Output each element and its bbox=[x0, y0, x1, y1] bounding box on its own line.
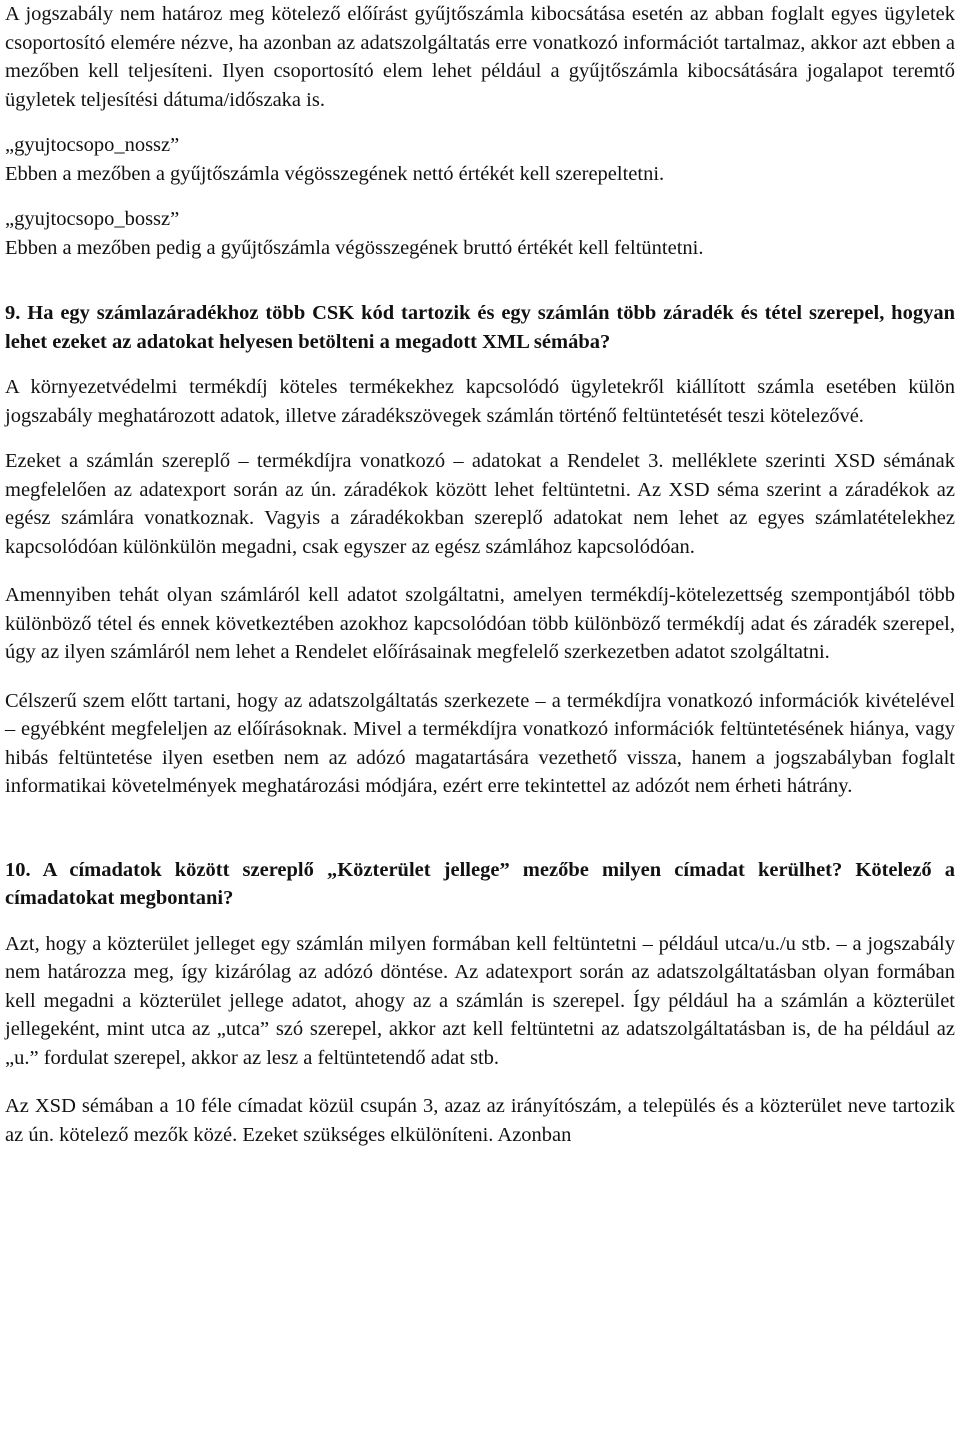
paragraph-street-type: Azt, hogy a közterület jelleget egy számlán milyen formában kell feltüntetni – például utca/u./u stb. – a jogszabály nem határozza meg, így kizárólag az adózó döntése. Az adatexport során az adatszolgáltatásban olyan formában kell megadni a közterület jellege adatot, ahogy az a számlán is szerepel. Így például ha a számlán a közterület jellegeként, mint utca az „utca” szó szerepel, akkor azt kell feltüntetni az adatszolgáltatásban is, de ha például az „u.” fordulat szerepel, akkor az lesz a feltüntetendő adat stb. bbox=[5, 932, 955, 1069]
field-name-nossz: „gyujtocsopo_nossz” bbox=[5, 134, 180, 156]
field-name-bossz: „gyujtocsopo_bossz” bbox=[5, 208, 180, 230]
paragraph-mandatory-fields: Az XSD sémában a 10 féle címadat közül csupán 3, azaz az irányítószám, a település és a közterület neve tartozik az ún. kötelező mezők közé. Ezeket szükséges elkülöníteni. Azonban bbox=[5, 1095, 955, 1146]
paragraph-net-total: Ebben a mezőben a gyűjtőszámla végösszegének nettó értékét kell szerepeltetni. bbox=[5, 162, 665, 185]
question-heading-10: 10. A címadatok között szereplő „Közterület jellege” mezőbe milyen címadat kerülhet? Kötelező a címadatokat megbontani? bbox=[5, 858, 955, 909]
paragraph-environmental-fee: A környezetvédelmi termékdíj köteles termékekhez kapcsolódó ügyletekről kiállított számla esetében külön jogszabály meghatározott adatok, illetve záradékszövegek számlán történő feltüntetését teszi kötelezővé. bbox=[5, 376, 955, 427]
paragraph-recommendation: Célszerű szem előtt tartani, hogy az adatszolgáltatás szerkezete – a termékdíjra vonatkozó információk kivételével – egyébként megfeleljen az előírásoknak. Mivel a termékdíjra vonatkozó információk feltüntetésének hiánya, vagy hibás feltüntetése ilyen esetben nem az adózó magatartására vezethető vissza, hanem a jogszabályban foglalt informatikai követelmények meghatározási módjára, ezért erre tekintettel az adózót nem érheti hátrány. bbox=[5, 689, 955, 797]
question-heading-9: 9. Ha egy számlazáradékhoz több CSK kód tartozik és egy számlán több záradék és tétel szerepel, hogyan lehet ezeket az adatokat helyesen betölteni a megadott XML sémába? bbox=[5, 302, 955, 353]
paragraph-multiple-items: Amennyiben tehát olyan számláról kell adatot szolgáltatni, amelyen termékdíj-kötelezettség szempontjából több különböző tétel és ennek következtében azokhoz kapcsolódóan több különböző termékdíj adat és záradék szerepel, úgy az ilyen számláról nem lehet a Rendelet előírásainak megfelelő szerkezetben adatot szolgáltatni. bbox=[5, 584, 955, 663]
paragraph-grouping-element: A jogszabály nem határoz meg kötelező előírást gyűjtőszámla kibocsátása esetén az abban foglalt egyes ügyletek csoportosító elemére nézve, ha azonban az adatszolgáltatás erre vonatkozó információt tartalmaz, akkor azt ebben a mezőben kell teljesíteni. Ilyen csoportosító elem lehet például a gyűjtőszámla kibocsátására jogalapot teremtő ügyletek teljesítési dátuma/időszaka is. bbox=[5, 3, 955, 111]
paragraph-gross-total: Ebben a mezőben pedig a gyűjtőszámla végösszegének bruttó értékét kell feltüntetni. bbox=[5, 236, 704, 259]
document-page bbox=[5, 0, 955, 1149]
paragraph-xsd-clauses: Ezeket a számlán szereplő – termékdíjra vonatkozó – adatokat a Rendelet 3. melléklete szerinti XSD sémának megfelelően az adatexport során az ún. záradékok között lehet feltüntetni. Az XSD séma szerint a záradékok az egész számlára vonatkoznak. Vagyis a záradékokban szereplő adatokat nem lehet az egyes számlatételekhez kapcsolódóan különkülön megadni, csak egyszer az egész számlához kapcsolódóan. bbox=[5, 450, 955, 558]
